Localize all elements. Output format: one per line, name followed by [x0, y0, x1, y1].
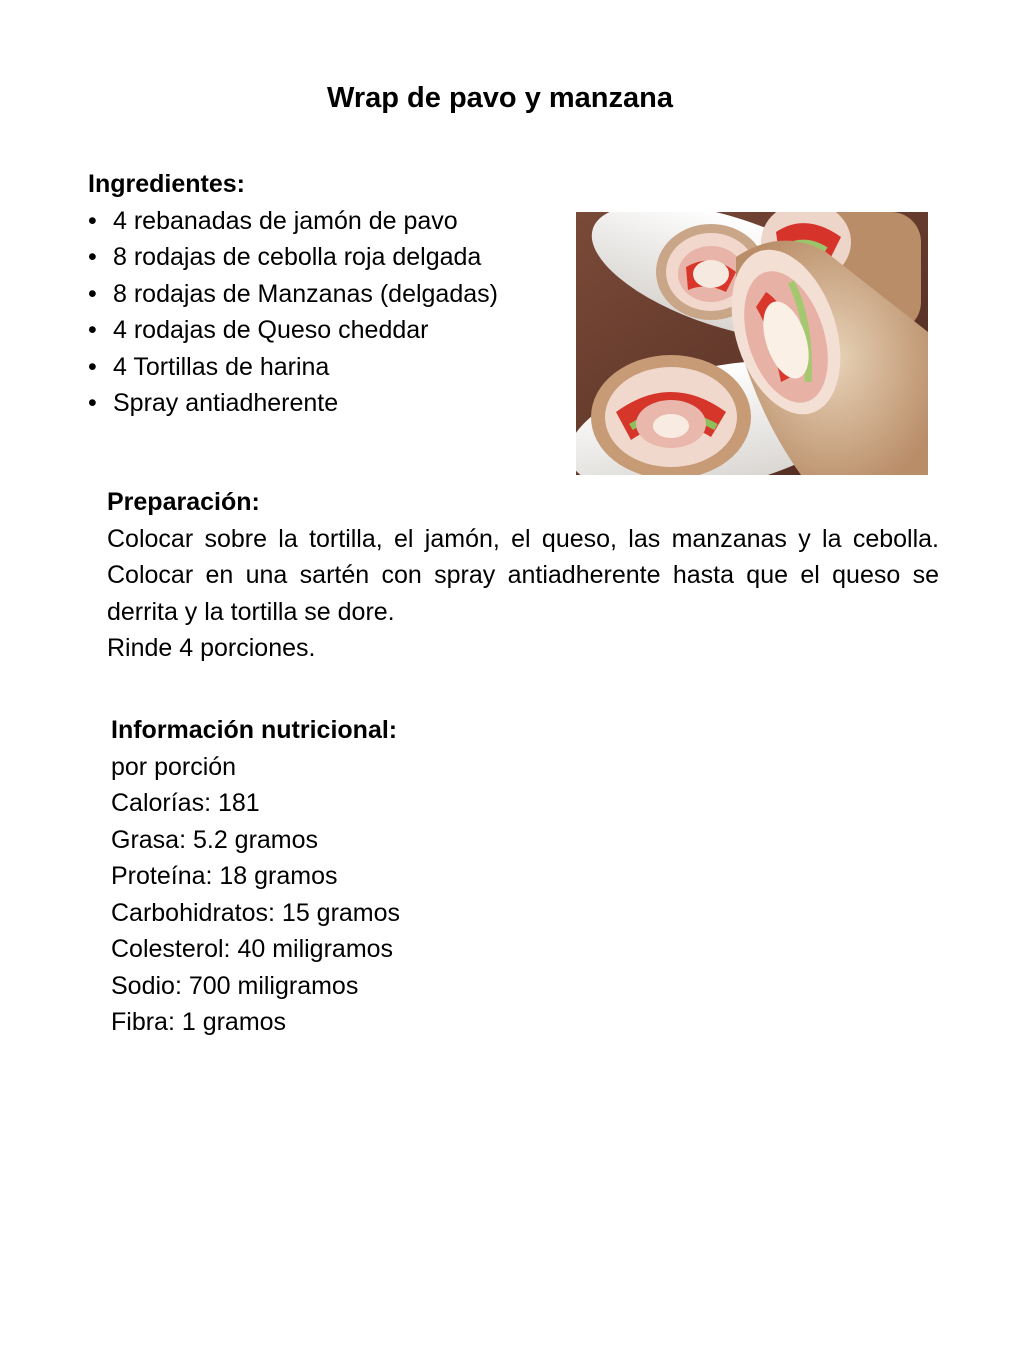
ingredient-text: 4 rodajas de Queso cheddar	[113, 316, 429, 344]
list-item: Fibra: 1 gramos	[111, 1008, 287, 1036]
list-item: por porción	[111, 752, 237, 781]
list-item: Carbohidratos: 15 gramos	[111, 898, 401, 927]
ingredient-text: 4 Tortillas de harina	[113, 352, 330, 381]
nutrition-heading: Información nutricional:	[111, 716, 398, 744]
ingredient-text: 4 rebanadas de jamón de pavo	[113, 206, 458, 235]
preparation-yield: Rinde 4 porciones.	[107, 634, 316, 662]
ingredient-text: 8 rodajas de cebolla roja delgada	[113, 243, 482, 271]
list-item: Calorías: 181	[111, 789, 260, 817]
bullet-icon: •	[88, 352, 97, 381]
nutrition-section	[111, 712, 611, 1041]
bullet-icon: •	[88, 243, 97, 271]
list-item	[88, 312, 558, 349]
list-item: Sodio: 700 miligramos	[111, 971, 359, 1000]
ingredient-text: 8 rodajas de Manzanas (delgadas)	[113, 279, 498, 308]
nutrition-list	[111, 749, 611, 1041]
list-item	[88, 385, 558, 422]
page-title: Wrap de pavo y manzana	[327, 82, 673, 114]
list-item: Colesterol: 40 miligramos	[111, 935, 394, 963]
ingredients-section	[88, 166, 558, 422]
ingredients-list	[88, 203, 558, 422]
list-item	[88, 349, 558, 386]
list-item	[88, 203, 558, 240]
preparation-heading: Preparación:	[107, 488, 260, 516]
list-item	[88, 239, 558, 276]
ingredient-text: Spray antiadherente	[113, 389, 339, 417]
bullet-icon: •	[88, 279, 97, 308]
bullet-icon: •	[88, 206, 97, 235]
list-item	[88, 276, 558, 313]
list-item: Grasa: 5.2 gramos	[111, 825, 319, 854]
bullet-icon: •	[88, 389, 97, 417]
preparation-text: Colocar sobre la tortilla, el jamón, el queso, las manzanas y la cebolla. Colocar en una sartén con spray antiadherente hasta que el queso se derrita y la tortilla se dore.	[107, 524, 939, 626]
list-item: Proteína: 18 gramos	[111, 862, 338, 890]
wrap-photo-icon	[576, 212, 928, 475]
ingredients-heading: Ingredientes:	[88, 170, 245, 198]
wrap-photo	[576, 212, 928, 475]
bullet-icon: •	[88, 316, 97, 344]
preparation-section	[107, 484, 939, 667]
